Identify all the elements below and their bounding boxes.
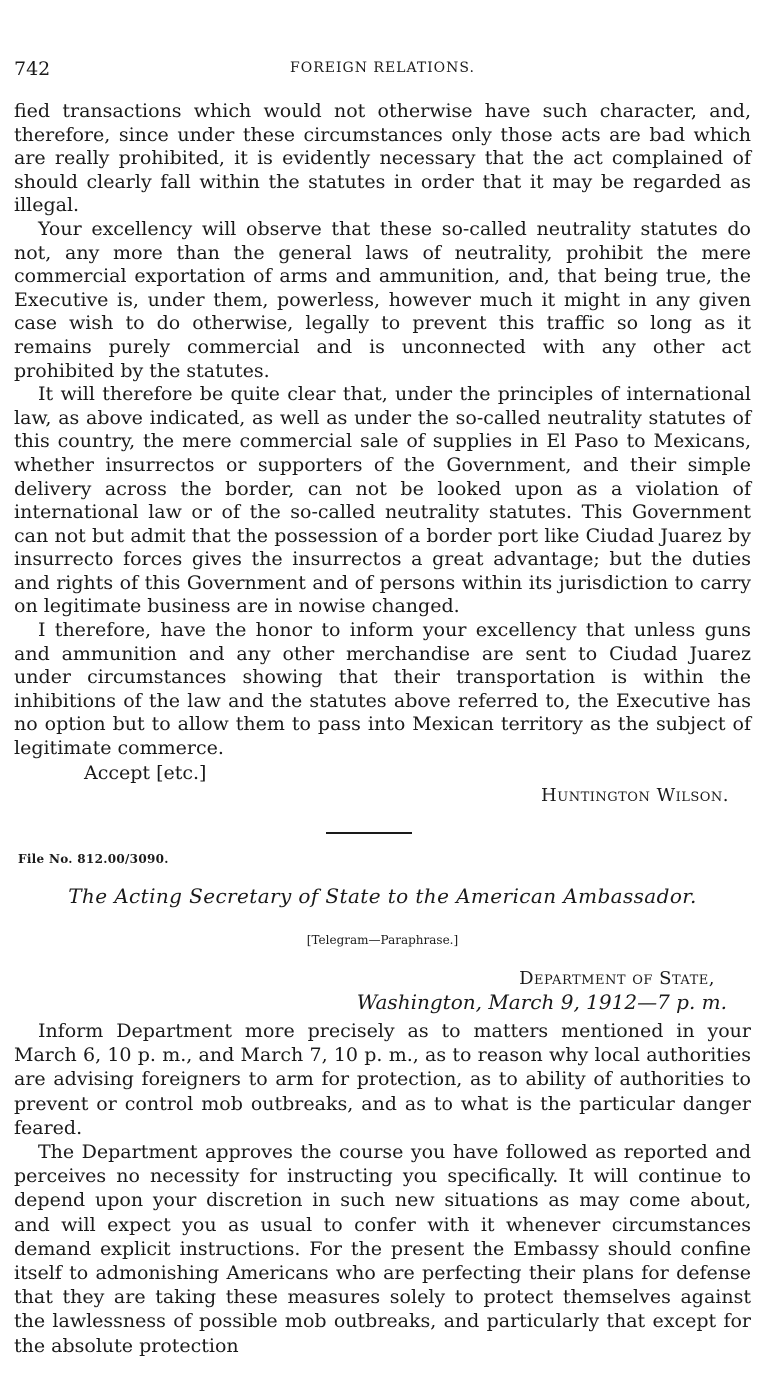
document-title: The Acting Secretary of State to the American Ambassador. xyxy=(68,884,697,908)
telegram-body xyxy=(14,1019,751,1358)
telegram-note: [Telegram—Paraphrase.] xyxy=(306,933,459,947)
section-divider xyxy=(326,832,412,834)
running-title: FOREIGN RELATIONS. xyxy=(290,60,475,76)
signature: Huntington Wilson. xyxy=(541,784,729,806)
telegram-paragraph-2: The Department approves the course you have followed as reported and perceives no necessity for instructing you specifically. It will continue to depend upon your discretion in such new situations as may come about, and will expect you as usual to confer with it whenever circumstances demand explicit instructions. For the present the Embassy should confine itself to admonishing Americans who are perfecting their plans for defense that they are taking these measures solely to protect themselves against the lawlessness of possible mob outbreaks, and particularly that except for the absolute protection xyxy=(14,1141,751,1357)
telegram-paragraph-1: Inform Department more precisely as to matters mentioned in your March 6, 10 p. m., and March 7, 10 p. m., as to reason why local authorities are advising foreigners to arm for protection, as to ability of authorities to prevent or control mob outbreaks, and as to what is the particular danger feared. xyxy=(14,1020,751,1139)
letter-paragraph-1: fied transactions which would not otherwise have such character, and, therefore, since under these circumstances only those acts are bad which are really prohibited, it is evidently necessary that the act complained of should clearly fall within the statutes in order that it may be regarded as illegal. xyxy=(14,100,751,217)
letter-paragraph-2: Your excellency will observe that these so-called neutrality statutes do not, any more than the general laws of neutrality, prohibit the mere commercial exportation of arms and ammunition, and, that being true, the Executive is, under them, powerless, however much it might in any given case wish to do otherwise, legally to prevent this traffic so long as it remains purely commercial and is unconnected with any other act prohibited by the statutes. xyxy=(14,217,751,382)
letter-paragraph-4: I therefore, have the honor to inform your excellency that unless guns and ammunition and any other merchandise are sent to Ciudad Juarez under circumstances showing that their transportation is within the inhibitions of the law and the statutes above referred to, the Executive has no option but to allow them to pass into Mexican territory as the subject of legitimate commerce. xyxy=(14,619,751,760)
page-header xyxy=(14,58,751,84)
date-line: Washington, March 9, 1912—7 p. m. xyxy=(356,990,727,1014)
department-heading: Department of State, xyxy=(519,968,715,989)
letter-body xyxy=(14,100,751,806)
letter-paragraph-3: It will therefore be quite clear that, under the principles of international law, as above indicated, as well as under the so-called neutrality statutes of this country, the mere commercial sale of supplies in El Paso to Mexicans, whether insurrectos or supporters of the Government, and their simple delivery across the border, can not be looked upon as a violation of international law or of the so-called neutrality statutes. This Government can not but admit that the possession of a border port like Ciudad Juarez by insurrecto forces gives the insurrectos a great advantage; but the duties and rights of this Government and of persons within its jurisdiction to carry on legitimate business are in nowise changed. xyxy=(14,383,751,618)
file-number: File No. 812.00/3090. xyxy=(18,852,169,866)
page-number: 742 xyxy=(14,58,51,80)
closing-line: Accept [etc.] xyxy=(84,761,207,784)
